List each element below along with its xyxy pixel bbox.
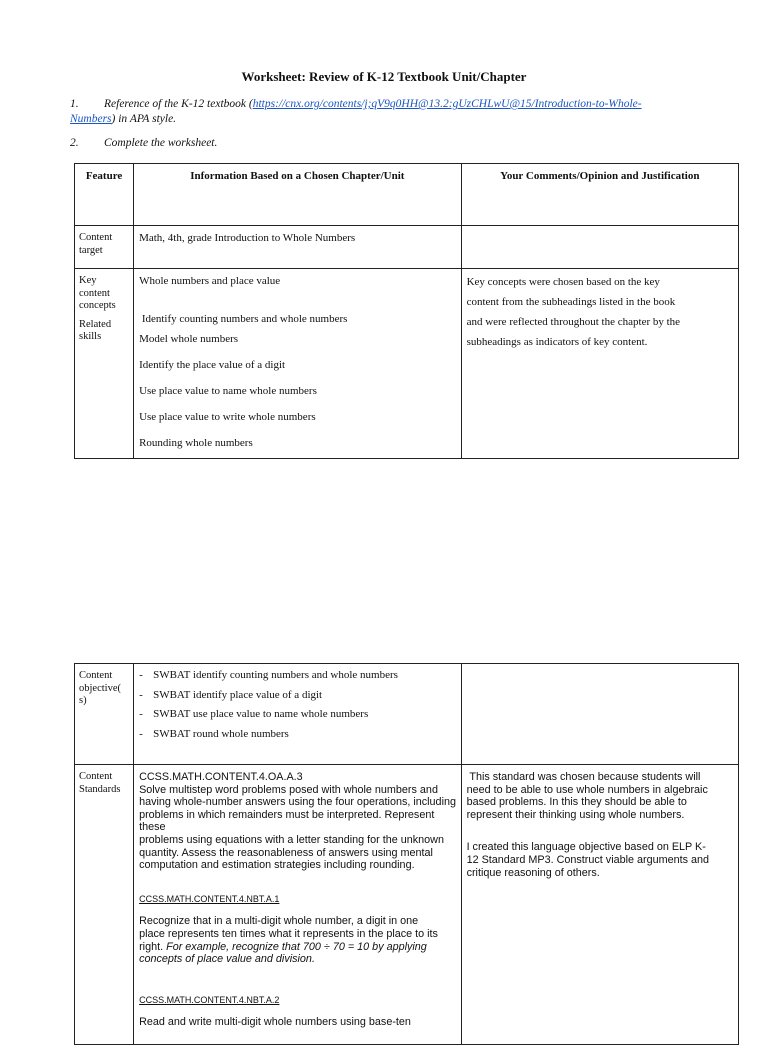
comment-line: critique reasoning of others. [466, 866, 600, 879]
comment-line: need to be able to use whole numbers in algebraic [466, 783, 708, 796]
label-line: skills [79, 331, 102, 342]
standard-code-link[interactable]: CCSS.MATH.CONTENT.4.NBT.A.1 [139, 893, 280, 904]
key-content-skills [134, 269, 461, 459]
label-line: Related [79, 318, 112, 330]
content-target-comment [461, 226, 738, 269]
standard-code-link[interactable]: CCSS.MATH.CONTENT.4.NBT.A.2 [139, 994, 280, 1005]
standard-text-line: having whole-number answers using the four operations, including [139, 796, 456, 809]
content-standards-comment [461, 765, 738, 1045]
comment-line: content from the subheadings listed in the book [466, 296, 676, 308]
comment-line: Key concepts were chosen based on the key [466, 276, 660, 288]
header-feature: Feature [75, 164, 134, 226]
key-content-row [75, 269, 739, 459]
comment-line: I created this language objective based on ELP K- [466, 841, 706, 854]
skill-item: Whole numbers and place value [139, 275, 281, 287]
content-objectives-row [75, 664, 739, 765]
header-comments: Your Comments/Opinion and Justification [461, 164, 738, 226]
label-line: s) [79, 695, 87, 706]
comment-line: based problems. In this they should be able to [466, 796, 687, 809]
content-target-row [75, 226, 739, 269]
standard-example: concepts of place value and division. [139, 953, 315, 966]
standard-text-line [139, 941, 456, 954]
content-target-label [75, 226, 134, 269]
key-content-comment [461, 269, 738, 459]
content-standards-row [75, 765, 739, 1045]
instruction-2-number: 2. [70, 137, 79, 149]
standard-text-line: problems using equations with a letter standing for the unknown [139, 833, 444, 846]
key-content-label [75, 269, 134, 459]
content-objectives-label [75, 664, 134, 765]
standard-text-line: Recognize that in a multi-digit whole number, a digit in one [139, 915, 419, 928]
objective-item [139, 666, 456, 686]
standard-text-line: Read and write multi-digit whole numbers using base-ten [139, 1016, 411, 1029]
objective-item [139, 705, 456, 725]
comment-line: subheadings as indicators of key content. [466, 336, 648, 348]
content-target-info: Math, 4th, grade Introduction to Whole Numbers [134, 226, 461, 269]
label-line: content [79, 287, 110, 299]
label-line: concepts [79, 300, 116, 311]
standard-text-line: computation and estimation strategies including rounding. [139, 859, 415, 872]
standard-example: For example, recognize that 700 ÷ 70 = 10 by applying [166, 940, 427, 953]
worksheet-table-part2 [74, 663, 739, 1045]
label-line: Key [79, 275, 97, 286]
label-line: Content [79, 232, 113, 243]
header-row [75, 164, 739, 226]
objective-text: SWBAT identify place value of a digit [153, 688, 323, 701]
dash-bullet: - [139, 669, 143, 681]
label-line: Content [79, 771, 113, 782]
label-line: target [79, 244, 103, 256]
standard-text-line: quantity. Assess the reasonableness of answers using mental [139, 846, 433, 859]
textbook-reference-link[interactable]: https://cnx.org/contents/j;qV9q0HH@13.2:gUzCHLwU@15/Introduction-to-Whole- [252, 98, 642, 110]
label-line: Standards [79, 783, 121, 795]
worksheet-title: Worksheet: Review of K-12 Textbook Unit/Chapter [241, 69, 527, 84]
skill-item: Model whole numbers [139, 333, 239, 345]
dash-bullet: - [139, 688, 143, 701]
comment-line: 12 Standard MP3. Construct viable arguments and [466, 853, 710, 866]
instruction-1-number: 1. [70, 98, 79, 110]
skill-item: Identify the place value of a digit [139, 359, 286, 371]
skill-item: Rounding whole numbers [139, 437, 253, 449]
worksheet-table-part1 [74, 163, 739, 459]
dash-bullet: - [139, 727, 143, 740]
objective-text: SWBAT use place value to name whole numbers [153, 708, 369, 720]
comment-line: This standard was chosen because students will [466, 771, 701, 783]
instruction-1-suffix: ) in APA style. [111, 113, 177, 125]
standard-text: right. [139, 940, 167, 953]
content-standards-list [134, 765, 461, 1045]
comment-line: represent their thinking using whole numbers. [466, 808, 685, 821]
content-objectives-list [134, 664, 461, 765]
objective-text: SWBAT round whole numbers [153, 727, 289, 740]
standard-code: CCSS.MATH.CONTENT.4.OA.A.3 [139, 771, 303, 783]
standard-text-line: Solve multistep word problems posed with whole numbers and [139, 783, 438, 796]
instruction-1-prefix: Reference of the K-12 textbook ( [104, 98, 253, 110]
skill-item: Use place value to write whole numbers [139, 411, 316, 423]
objective-text: SWBAT identify counting numbers and whole numbers [153, 669, 398, 681]
content-objectives-comment [461, 664, 738, 765]
standard-text-line: place represents ten times what it represents in the place to its [139, 927, 438, 940]
standard-text-line [139, 953, 456, 966]
objective-item [139, 725, 456, 745]
instruction-2-text: Complete the worksheet. [104, 137, 218, 149]
label-line: objective( [79, 682, 121, 694]
textbook-reference-link-continued[interactable]: Numbers [70, 113, 112, 125]
label-line: Content [79, 670, 113, 681]
skill-item: Use place value to name whole numbers [139, 385, 317, 397]
content-standards-label [75, 765, 134, 1045]
instruction-2 [70, 136, 217, 151]
dash-bullet: - [139, 708, 143, 720]
objective-item [139, 686, 456, 706]
standard-text-line: problems in which remainders must be interpreted. Represent these [139, 808, 435, 834]
header-information: Information Based on a Chosen Chapter/Unit [134, 164, 461, 226]
skill-item: Identify counting numbers and whole numbers [139, 313, 348, 325]
instruction-1 [70, 97, 642, 127]
comment-line: and were reflected throughout the chapter by the [466, 316, 681, 328]
